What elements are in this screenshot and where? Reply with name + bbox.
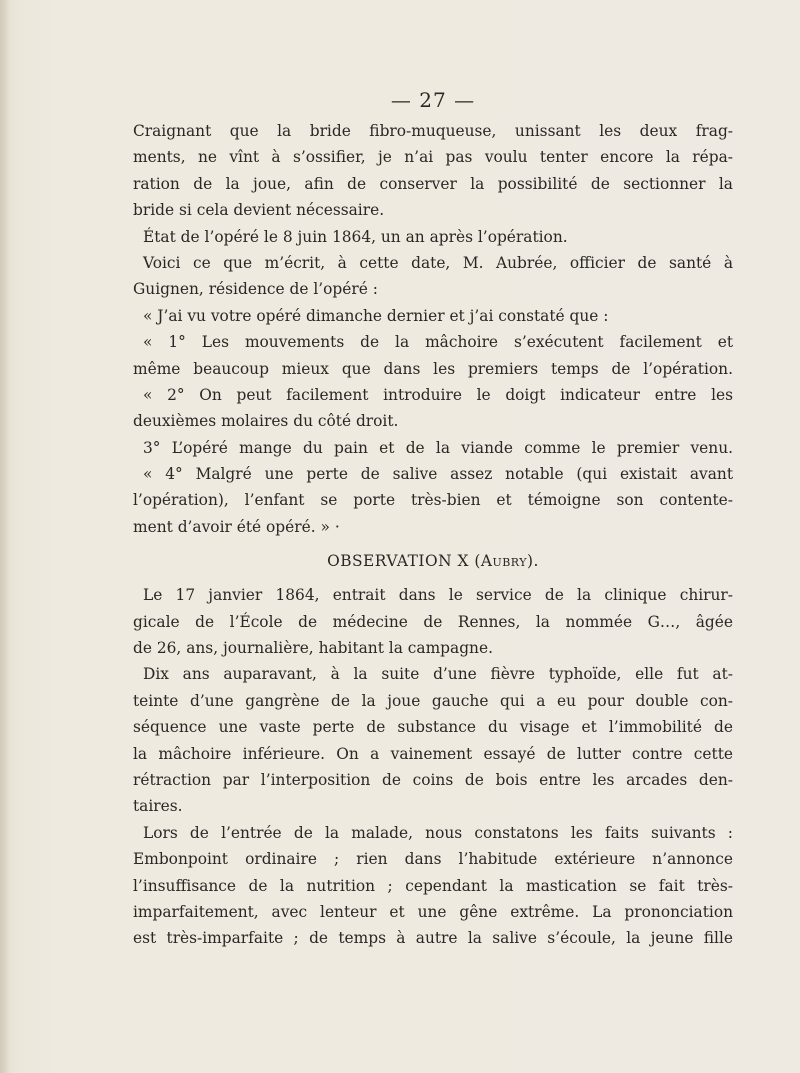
text-line: « J’ai vu votre opéré dimanche dernier et j’ai constaté que : xyxy=(143,306,609,325)
text-line: teinte d’une gangrène de la joue gauche qui a eu pour double con- xyxy=(133,691,733,710)
text-line: Craignant que la bride fibro-muqueuse, unissant les deux frag- xyxy=(133,122,733,140)
text-line: même beaucoup mieux que dans les premiers temps de l’opération. xyxy=(133,359,733,378)
text-line: de 26, ans, journalière, habitant la campagne. xyxy=(133,639,493,658)
text-line: ration de la joue, afin de conserver la possibilité de sectionner la xyxy=(133,174,733,193)
text-line: deuxièmes molaires du côté droit. xyxy=(133,412,399,431)
text-line: bride si cela devient nécessaire. xyxy=(133,201,385,220)
text-line: Guignen, résidence de l’opéré : xyxy=(133,280,378,299)
text-line: Voici ce que m’écrit, à cette date, M. Aubrée, officier de santé à xyxy=(143,253,733,272)
text-line: ments, ne vînt à s’ossifier, je n’ai pas voulu tenter encore la répa- xyxy=(133,148,733,167)
observation-heading-text: OBSERVATION X (Aubry). xyxy=(327,552,539,571)
text-line: l’opération), l’enfant se porte très-bien et témoigne son contente- xyxy=(133,491,733,510)
text-line: gicale de l’École de médecine de Rennes, la nommée G…, âgée xyxy=(133,612,733,631)
page-number: — 27 — xyxy=(390,88,476,112)
text-line: ment d’avoir été opéré. » · xyxy=(133,517,340,536)
text-line: « 4° Malgré une perte de salive assez notable (qui existait avant xyxy=(143,465,733,484)
text-line: l’insuffisance de la nutrition ; cependant la mastication se fait très- xyxy=(133,876,733,895)
text-line: « 2° On peut facilement introduire le doigt indicateur entre les xyxy=(143,385,733,404)
text-body xyxy=(133,118,733,952)
text-line: Embonpoint ordinaire ; rien dans l’habitude extérieure n’annonce xyxy=(133,850,733,869)
text-line: Dix ans auparavant, à la suite d’une fièvre typhoïde, elle fut at- xyxy=(143,665,733,684)
observation-heading xyxy=(133,540,733,582)
text-line: la mâchoire inférieure. On a vainement essayé de lutter contre cette xyxy=(133,744,733,763)
binding-gutter xyxy=(0,0,10,1073)
text-line: 3° L’opéré mange du pain et de la viande comme le premier venu. xyxy=(143,438,733,457)
text-line: séquence une vaste perte de substance du visage et l’immobilité de xyxy=(133,718,733,737)
text-line: État de l’opéré le 8 juin 1864, un an après l’opération. xyxy=(143,227,568,246)
text-line: imparfaitement, avec lenteur et une gêne extrême. La prononciation xyxy=(133,902,733,921)
text-line: taires. xyxy=(133,797,183,816)
text-line: Lors de l’entrée de la malade, nous constatons les faits suivants : xyxy=(143,823,733,842)
text-line: Le 17 janvier 1864, entrait dans le service de la clinique chirur- xyxy=(143,586,733,605)
text-line: rétraction par l’interposition de coins de bois entre les arcades den- xyxy=(133,770,733,789)
text-line: est très-imparfaite ; de temps à autre la salive s’écoule, la jeune fille xyxy=(133,929,733,948)
text-line: « 1° Les mouvements de la mâchoire s’exécutent facilement et xyxy=(143,333,733,352)
